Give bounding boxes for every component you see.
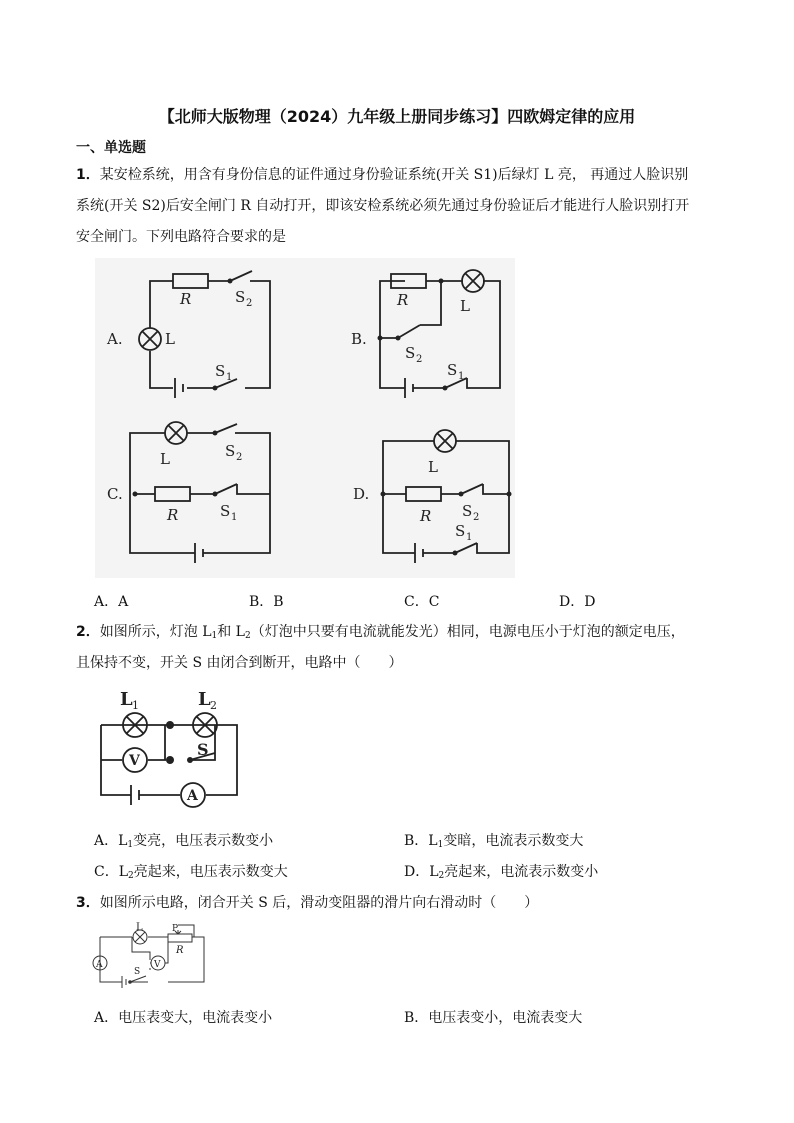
svg-text:L: L bbox=[160, 450, 170, 468]
q3-option-a[interactable]: A．电压表变大，电流表变小 bbox=[94, 1010, 273, 1026]
svg-text:V: V bbox=[154, 960, 161, 970]
svg-text:2: 2 bbox=[236, 452, 243, 463]
svg-text:L: L bbox=[198, 689, 211, 710]
section-heading: 一、单选题 bbox=[76, 140, 146, 156]
q1-option-b[interactable]: B．B bbox=[249, 594, 284, 610]
circuit-d-label: D. bbox=[353, 485, 370, 503]
q2-option-d[interactable]: D．$L_2$亮起来，电流表示数变小 bbox=[404, 864, 599, 881]
question-2-circuit-figure bbox=[95, 685, 245, 810]
svg-text:R: R bbox=[420, 507, 432, 525]
svg-text:S: S bbox=[134, 967, 141, 977]
svg-text:A: A bbox=[187, 788, 198, 804]
scan-background bbox=[95, 258, 515, 578]
question-3-number: 3． bbox=[76, 895, 100, 911]
svg-text:1: 1 bbox=[226, 372, 233, 383]
question-1-circuit-figure bbox=[95, 258, 515, 578]
battery-icon bbox=[122, 976, 126, 988]
question-2-line-2: 且保持不变，开关 S 由闭合到断开，电路中（ ） bbox=[76, 655, 403, 671]
question-1-line-2: 系统(开关 S2)后安全闸门 R 自动打开，即该安检系统必须先通过身份验证后才能进行人脸识别打开 bbox=[76, 198, 690, 214]
question-1-line-1: 1．某安检系统，用含有身份信息的证件通过身份验证系统(开关 S1)后绿灯 L 亮， 再通过人脸识别 bbox=[76, 167, 689, 183]
svg-text:L: L bbox=[165, 330, 175, 348]
svg-text:2: 2 bbox=[473, 512, 480, 523]
q3-option-b[interactable]: B．电压表变小，电流表变大 bbox=[404, 1010, 583, 1026]
q2-option-b[interactable]: B．$L_1$变暗，电流表示数变大 bbox=[404, 833, 584, 850]
q2-option-c[interactable]: C．$L_2$亮起来，电压表示数变大 bbox=[94, 864, 288, 881]
svg-text:1: 1 bbox=[466, 532, 473, 543]
q2-option-a[interactable]: A．$L_1$变亮，电压表示数变小 bbox=[94, 833, 274, 850]
svg-text:R: R bbox=[167, 506, 179, 524]
svg-text:1: 1 bbox=[458, 371, 465, 382]
question-2-number: 2． bbox=[76, 624, 100, 640]
svg-text:2: 2 bbox=[246, 298, 253, 309]
svg-text:P: P bbox=[172, 924, 179, 934]
svg-text:L: L bbox=[136, 922, 143, 933]
question-3-circuit-figure bbox=[92, 922, 212, 992]
svg-text:S: S bbox=[455, 522, 466, 540]
question-2-line-1: 2．如图所示，灯泡 $L_1$和 $L_2$（灯泡中只要有电流就能发光）相同，电源电压小于灯泡的额定电压， bbox=[76, 624, 685, 641]
svg-text:R: R bbox=[180, 290, 192, 308]
svg-text:S: S bbox=[197, 740, 209, 759]
q1-option-a[interactable]: A．A bbox=[94, 594, 129, 610]
svg-text:S: S bbox=[225, 442, 236, 460]
q1-option-c[interactable]: C．C bbox=[404, 594, 440, 610]
svg-text:S: S bbox=[405, 344, 416, 362]
svg-text:S: S bbox=[235, 288, 246, 306]
svg-text:A: A bbox=[96, 960, 103, 970]
circuit-a-label: A. bbox=[107, 330, 123, 348]
circuit-b-label: B. bbox=[351, 330, 367, 348]
page-title: 【北师大版物理（2024）九年级上册同步练习】四欧姆定律的应用 bbox=[158, 107, 636, 126]
question-1-line-3: 安全闸门。下列电路符合要求的是 bbox=[76, 229, 286, 245]
rheostat-icon bbox=[168, 934, 192, 942]
question-3-line-1: 3．如图所示电路，闭合开关 S 后，滑动变阻器的滑片向右滑动时（ ） bbox=[76, 895, 539, 911]
question-1-number: 1． bbox=[76, 167, 100, 183]
svg-text:S: S bbox=[215, 362, 226, 380]
svg-text:L: L bbox=[120, 689, 133, 710]
svg-text:2: 2 bbox=[210, 699, 217, 712]
svg-text:R: R bbox=[176, 945, 184, 956]
svg-text:S: S bbox=[462, 502, 473, 520]
svg-text:1: 1 bbox=[132, 699, 139, 712]
svg-text:S: S bbox=[220, 502, 231, 520]
battery-icon bbox=[131, 785, 139, 805]
svg-text:S: S bbox=[447, 361, 458, 379]
circuit-c-label: C. bbox=[107, 485, 123, 503]
svg-text:L: L bbox=[428, 458, 438, 476]
svg-text:V: V bbox=[129, 753, 140, 769]
svg-text:2: 2 bbox=[416, 354, 423, 365]
q1-option-d[interactable]: D．D bbox=[559, 594, 596, 610]
svg-text:R: R bbox=[397, 291, 409, 309]
svg-text:1: 1 bbox=[231, 512, 238, 523]
svg-text:L: L bbox=[460, 297, 470, 315]
